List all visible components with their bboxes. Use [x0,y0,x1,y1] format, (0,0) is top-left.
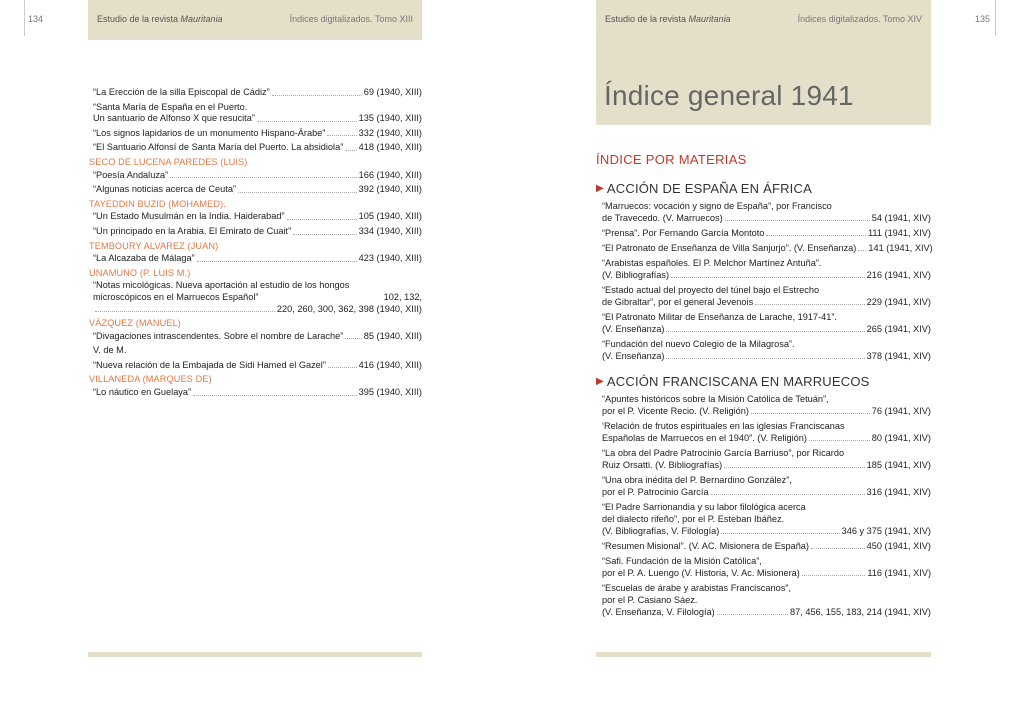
entry-title-line: “La Alcazaba de Málaga” [93,253,195,264]
entry-last-line [93,226,422,238]
page-reference: 141 (1941, XIV) [868,243,933,253]
page-reference: 102, 132, [383,291,422,302]
entry-title-line: (V. Bibliografías, V. Filología) [602,526,720,536]
page-reference: 378 (1941, XIV) [866,351,931,361]
category-block [596,181,931,362]
entry-last-line [602,405,931,417]
entry-title-line: Un santuario de Alfonso X que resucita” [93,113,255,124]
page-reference: 334 (1940, XIII) [358,225,422,236]
dot-leader [725,220,870,221]
dot-leader [666,331,864,332]
page-reference: 135 (1940, XIII) [358,113,422,124]
entry-title-line: “Un principado en la Arabia. El Emirato de Cuait” [93,225,292,236]
index-entry [596,540,931,552]
entry-last-line [93,170,422,182]
entry-line [93,292,422,304]
page-reference: 265 (1941, XIV) [866,324,931,334]
dot-leader [711,494,865,495]
entry-title-line: “Estado actual del proyecto del túnel bajo el Estrecho [602,285,820,295]
dot-leader [802,575,866,576]
page-edge-line [24,0,25,36]
entry-last-line [602,432,931,444]
dot-leader [238,192,357,193]
entry-title-line: “Resumen Misional”. (V. AC. Misionera de España) [602,541,809,551]
entry-title-line: (V. Enseñanza) [602,351,665,361]
page-reference: 166 (1940, XIII) [358,169,422,180]
category-title: ACCIÓN FRANCISCANA EN MARRUECOS [606,374,870,389]
entry-title-line: de Travecedo. (V. Marruecos) [602,213,723,223]
entry-last-line [93,253,422,265]
entry-title-line: por el P. A. Luengo (V. Historia, V. Ac. Misionera) [602,568,800,578]
footer-bar [596,652,931,657]
index-entry [89,211,422,223]
page-title: Índice general 1941 [604,80,854,111]
entry-last-line [602,323,931,335]
entry-last-line [602,269,931,281]
entry-last-line [602,350,931,362]
entry-last-line [602,296,931,308]
page-reference: 76 (1941, XIV) [871,406,931,416]
entry-title-line: (V. Enseñanza) [602,324,665,334]
page-reference: 54 (1941, XIV) [871,213,931,223]
page-reference: 216 (1941, XIV) [866,270,931,280]
running-header [596,0,931,125]
entry-title-line: (V. Enseñanza, V. Filología) [602,607,715,617]
section-title: ÍNDICE POR MATERIAS [596,152,747,167]
entry-title-line: “Escuelas de árabe y arabistas Franciscanos”, [602,583,791,593]
category-heading [596,374,931,389]
author-heading: UNAMUNO (P. LUIS M.) [89,267,191,278]
page-reference: 87, 456, 155, 183, 214 (1941, XIV) [790,607,931,617]
entry-title-line: “El Padre Sarrionandia y su labor filológica acerca [602,502,806,512]
dot-leader [721,533,839,534]
entry-last-line [602,227,931,239]
dot-leader [809,440,870,441]
entry-last-line [602,486,931,498]
dot-leader [328,367,357,368]
author-index-list [89,87,422,402]
category-title: ACCIÓN DE ESPAÑA EN ÁFRICA [606,181,812,196]
page-reference: 185 (1941, XIV) [866,460,931,470]
header-journal-title: Estudio de la revista Mauritania [97,14,223,24]
category-list [596,181,931,618]
entry-line [93,304,422,316]
entry-last-line [602,567,931,579]
index-entry [89,184,422,196]
page-reference: 220, 260, 300, 362, 398 (1940, XIII) [276,303,422,314]
entry-title-line: “Algunas noticias acerca de Ceuta” [93,184,236,195]
index-entry [89,142,422,154]
dot-leader [95,311,275,312]
entry-title-line: “Lo náutico en Guelaya” [93,387,192,398]
dot-leader [327,135,356,136]
index-entry [596,284,931,308]
category-heading [596,181,931,196]
entry-title-line: ‘Relación de frutos espirituales en las iglesias Franciscanas [602,421,845,431]
author-heading: VILLANEDA (MARQUES DE) [89,374,212,385]
page-reference: 418 (1940, XIII) [358,142,422,153]
dot-leader [751,413,870,414]
dot-leader [293,234,357,235]
entry-title-line: “Divagaciones intrascendentes. Sobre el nombre de Larache” [93,330,344,341]
triangle-right-icon: ▶ [596,183,604,194]
page-reference: 111 (1941, XIV) [868,228,931,238]
index-entry [89,331,422,343]
category-block [596,374,931,618]
author-heading: SECO DE LUCENA PAREDES (LUIS) [89,156,248,167]
page-reference: 316 (1941, XIV) [866,487,931,497]
author-heading: VÁZQUEZ (MANUEL) [89,318,181,329]
entry-title-line: microscópicos en el Marruecos Español” [93,291,259,302]
entry-title-line: Ruiz Orsatti. (V. Bibliografías) [602,460,723,470]
page-reference: 85 (1940, XIII) [363,330,422,341]
entry-last-line [602,459,931,471]
entry-last-line [93,211,422,223]
dot-leader [287,219,357,220]
index-entry [596,338,931,362]
header-volume-title: Índices digitalizados. Tomo XIII [289,14,413,24]
dot-leader [197,261,357,262]
entry-last-line [602,606,931,618]
entry-title-line: “Una obra inédita del P. Bernardino González”, [602,475,792,485]
index-entry [89,128,422,140]
entry-last-line [602,242,931,254]
entry-title-line: “Arabistas españoles. El P. Melchor Martínez Antuña”. [602,258,822,268]
entry-last-line [93,128,422,140]
footer-bar [88,652,422,657]
page-number: 134 [28,14,44,24]
page-edge-line [995,0,996,36]
dot-leader [272,95,362,96]
dot-leader [345,338,362,339]
page-reference: 392 (1940, XIII) [358,184,422,195]
dot-leader [717,614,788,615]
author-heading: TAYEDDIN BUZID (MOHAMED). [89,198,226,209]
entry-last-line [602,540,931,552]
entry-title-line: “Los signos lapidarios de un monumento Hispano-Árabe” [93,127,326,138]
index-entry [596,242,931,254]
entry-title-line: “La Erección de la silla Episcopal de Cádiz” [93,87,270,97]
entry-title-line: “Poesía Andaluza” [93,169,169,180]
entry-title-line: “Notas micológicas. Nueva aportación al estudio de los hongos [93,280,350,291]
entry-title-line: “Marruecos: vocación y signo de España”, por Francisco [602,201,832,211]
running-header [88,0,422,40]
entry-last-line [602,212,931,224]
entry-title-line: “Prensa”. Por Fernando García Montoto [602,228,765,238]
page-reference: 332 (1940, XIII) [358,127,422,138]
dot-leader [345,150,356,151]
entry-last-line [93,360,422,372]
entry-title-line: “Nueva relación de la Embajada de Sidi Hamed el Gazel” [93,359,326,370]
dot-leader [766,235,866,236]
entry-last-line [93,184,422,196]
entry-title-line: “Fundación del nuevo Colegio de la Milagrosa”. [602,339,795,349]
index-entry [596,311,931,335]
dot-leader [170,177,357,178]
index-entry [89,387,422,399]
entry-title-line: de Gibraltar”, por el general Jevenois [602,297,754,307]
entry-last-line [93,87,422,99]
entry-title-line: por el P. Patrocinio García [602,487,709,497]
entry-title-line: por el P. Vicente Recio. (V. Religión) [602,406,749,416]
index-entry [596,420,931,444]
right-page [509,0,1018,720]
entry-title-line: “Un Estado Musulmán en la India. Haiderabad” [93,211,285,222]
dot-leader [755,304,864,305]
entry-title-line: “Apuntes históricos sobre la Misión Católica de Tetuán”, [602,394,829,404]
index-entry [596,447,931,471]
index-entry [89,280,422,315]
index-entry [89,102,422,125]
page-reference: 395 (1940, XIII) [358,387,422,398]
dot-leader [858,250,866,251]
entry-title-line: del dialecto rifeño”, por el P. Esteban Ibáñez. [602,514,785,524]
index-entry [89,226,422,238]
index-entry [89,87,422,99]
page-number: 135 [974,14,990,24]
dot-leader [724,467,864,468]
entry-title-line: “Safi. Fundación de la Misión Católica”, [602,556,762,566]
index-entry [89,253,422,265]
dot-leader [811,548,865,549]
subject-index [596,152,931,630]
triangle-right-icon: ▶ [596,376,604,387]
index-entry [596,200,931,224]
entry-title-line: “El Patronato de Enseñanza de Villa Sanjurjo”. (V. Enseñanza) [602,243,857,253]
page-reference: 105 (1940, XIII) [358,211,422,222]
page-reference: 116 (1941, XIV) [867,568,931,578]
entry-last-line [602,525,931,537]
entry-title-line: V. de M. [93,345,127,356]
dot-leader [193,395,357,396]
page-reference: 229 (1941, XIV) [866,297,931,307]
entry-title-line: “La obra del Padre Patrocinio García Barriuso”, por Ricardo [602,448,845,458]
index-entry [596,555,931,579]
page-reference: 69 (1940, XIII) [363,87,422,97]
author-heading: TEMBOURY ALVAREZ (JUAN) [89,240,219,251]
entry-title-line: “Santa María de España en el Puerto. [93,101,248,112]
entry-last-line [93,387,422,399]
entry-last-line [93,113,422,125]
entry-title-line: “El Santuario Alfonsí de Santa María del Puerto. La absidiola” [93,142,344,153]
entry-title-line: (V. Bibliografías) [602,270,670,280]
entry-last-line [93,142,422,154]
index-entry [596,582,931,618]
entry-title-line: “El Patronato Militar de Enseñanza de Larache, 1917-41”. [602,312,837,322]
index-entry [596,257,931,281]
page-reference: 80 (1941, XIV) [871,433,931,443]
page-reference: 423 (1940, XIII) [358,253,422,264]
page-reference: 346 y 375 (1941, XIV) [841,526,931,536]
index-entry [89,170,422,182]
page-reference: 416 (1940, XIII) [358,359,422,370]
entry-title-line: por el P. Casiano Sáez. [602,595,698,605]
header-volume-title: Índices digitalizados. Tomo XIV [797,14,922,24]
index-entry [596,501,931,537]
entry-title-line: Españolas de Marruecos en el 1940”. (V. Religión) [602,433,807,443]
dot-leader [257,121,357,122]
header-journal-title: Estudio de la revista Mauritania [605,14,731,24]
dot-leader [671,277,865,278]
index-entry [89,345,422,357]
dot-leader [666,358,864,359]
index-entry [596,474,931,498]
index-entry [596,393,931,417]
index-entry [596,227,931,239]
index-entry [89,360,422,372]
page-reference: 450 (1941, XIV) [866,541,931,551]
entry-last-line [93,331,422,343]
